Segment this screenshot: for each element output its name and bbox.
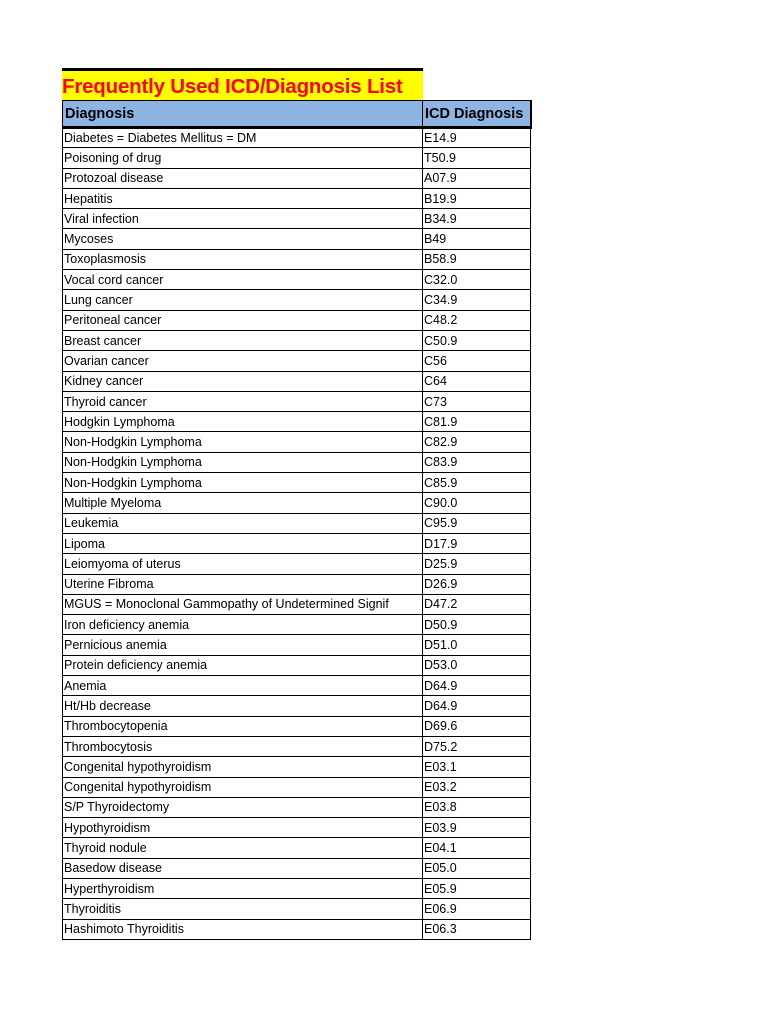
icd-code-cell[interactable]: B19.9 xyxy=(423,188,531,208)
icd-code-cell[interactable]: C73 xyxy=(423,391,531,411)
diagnosis-cell[interactable]: Pernicious anemia xyxy=(63,635,423,655)
table-body xyxy=(63,128,531,940)
diagnosis-cell[interactable]: Hodgkin Lymphoma xyxy=(63,412,423,432)
table-row xyxy=(63,574,531,594)
table-row xyxy=(63,310,531,330)
diagnosis-cell[interactable]: Viral infection xyxy=(63,209,423,229)
icd-code-cell[interactable]: C90.0 xyxy=(423,493,531,513)
sheet-title[interactable]: Frequently Used ICD/Diagnosis List xyxy=(62,68,423,100)
icd-code-cell[interactable]: D47.2 xyxy=(423,594,531,614)
icd-code-cell[interactable]: C64 xyxy=(423,371,531,391)
table-row xyxy=(63,371,531,391)
icd-code-cell[interactable]: B34.9 xyxy=(423,209,531,229)
icd-code-cell[interactable]: E03.2 xyxy=(423,777,531,797)
icd-code-cell[interactable]: E05.0 xyxy=(423,858,531,878)
table-row xyxy=(63,432,531,452)
icd-code-cell[interactable]: E04.1 xyxy=(423,838,531,858)
diagnosis-cell[interactable]: Protein deficiency anemia xyxy=(63,655,423,675)
icd-code-cell[interactable]: D17.9 xyxy=(423,533,531,553)
diagnosis-cell[interactable]: Congenital hypothyroidism xyxy=(63,777,423,797)
icd-code-cell[interactable]: B58.9 xyxy=(423,249,531,269)
table-row xyxy=(63,919,531,939)
table-row xyxy=(63,635,531,655)
table-row xyxy=(63,209,531,229)
table-row xyxy=(63,452,531,472)
table-row xyxy=(63,615,531,635)
table-row xyxy=(63,330,531,350)
table-row xyxy=(63,128,531,148)
icd-code-cell[interactable]: D51.0 xyxy=(423,635,531,655)
icd-code-cell[interactable]: D75.2 xyxy=(423,736,531,756)
table-row xyxy=(63,493,531,513)
diagnosis-cell[interactable]: Breast cancer xyxy=(63,330,423,350)
table-row xyxy=(63,290,531,310)
icd-code-cell[interactable]: C83.9 xyxy=(423,452,531,472)
table-row xyxy=(63,594,531,614)
icd-code-cell[interactable]: T50.9 xyxy=(423,148,531,168)
icd-code-cell[interactable]: C81.9 xyxy=(423,412,531,432)
table-row xyxy=(63,878,531,898)
icd-code-cell[interactable]: C32.0 xyxy=(423,270,531,290)
diagnosis-cell[interactable]: Thyroid nodule xyxy=(63,838,423,858)
icd-code-cell[interactable]: E06.3 xyxy=(423,919,531,939)
diagnosis-cell[interactable]: Thyroiditis xyxy=(63,899,423,919)
diagnosis-cell[interactable]: Leiomyoma of uterus xyxy=(63,554,423,574)
icd-code-cell[interactable]: E05.9 xyxy=(423,878,531,898)
diagnosis-cell[interactable]: Congenital hypothyroidism xyxy=(63,757,423,777)
icd-code-cell[interactable]: D64.9 xyxy=(423,676,531,696)
table-row xyxy=(63,473,531,493)
diagnosis-cell[interactable]: MGUS = Monoclonal Gammopathy of Undetermined Signif xyxy=(63,594,423,614)
diagnosis-cell[interactable]: Kidney cancer xyxy=(63,371,423,391)
diagnosis-cell[interactable]: Non-Hodgkin Lymphoma xyxy=(63,452,423,472)
diagnosis-cell[interactable]: Non-Hodgkin Lymphoma xyxy=(63,432,423,452)
table-row xyxy=(63,270,531,290)
diagnosis-cell[interactable]: Multiple Myeloma xyxy=(63,493,423,513)
diagnosis-cell[interactable]: Iron deficiency anemia xyxy=(63,615,423,635)
table-row xyxy=(63,249,531,269)
icd-code-cell[interactable]: E03.8 xyxy=(423,797,531,817)
table-row xyxy=(63,818,531,838)
table-row xyxy=(63,412,531,432)
icd-code-cell[interactable]: C48.2 xyxy=(423,310,531,330)
icd-code-cell[interactable]: E03.9 xyxy=(423,818,531,838)
diagnosis-cell[interactable]: Anemia xyxy=(63,676,423,696)
table-row xyxy=(63,838,531,858)
table-row xyxy=(63,696,531,716)
table-row xyxy=(63,533,531,553)
icd-code-cell[interactable]: C82.9 xyxy=(423,432,531,452)
diagnosis-cell[interactable]: Thyroid cancer xyxy=(63,391,423,411)
spreadsheet xyxy=(62,68,530,940)
diagnosis-cell[interactable]: Thrombocytosis xyxy=(63,736,423,756)
table-row xyxy=(63,676,531,696)
table-row xyxy=(63,858,531,878)
header-row xyxy=(63,101,531,128)
diagnosis-cell[interactable]: Hashimoto Thyroiditis xyxy=(63,919,423,939)
icd-code-cell[interactable]: E03.1 xyxy=(423,757,531,777)
table-row xyxy=(63,797,531,817)
table-row xyxy=(63,777,531,797)
diagnosis-cell[interactable]: Protozoal disease xyxy=(63,168,423,188)
diagnosis-cell[interactable]: Thrombocytopenia xyxy=(63,716,423,736)
diagnosis-cell[interactable]: Hepatitis xyxy=(63,188,423,208)
table-row xyxy=(63,554,531,574)
icd-code-cell[interactable]: D64.9 xyxy=(423,696,531,716)
diagnosis-cell[interactable]: Uterine Fibroma xyxy=(63,574,423,594)
table-row xyxy=(63,148,531,168)
table-row xyxy=(63,757,531,777)
diagnosis-cell[interactable]: Vocal cord cancer xyxy=(63,270,423,290)
diagnosis-cell[interactable]: Hypothyroidism xyxy=(63,818,423,838)
icd-code-cell[interactable]: D25.9 xyxy=(423,554,531,574)
icd-code-cell[interactable]: A07.9 xyxy=(423,168,531,188)
table-row xyxy=(63,229,531,249)
icd-code-cell[interactable]: C50.9 xyxy=(423,330,531,350)
diagnosis-cell[interactable]: Ovarian cancer xyxy=(63,351,423,371)
diagnosis-cell[interactable]: Mycoses xyxy=(63,229,423,249)
diagnosis-cell[interactable]: Hyperthyroidism xyxy=(63,878,423,898)
table-row xyxy=(63,716,531,736)
diagnosis-cell[interactable]: Poisoning of drug xyxy=(63,148,423,168)
icd-code-cell[interactable]: E06.9 xyxy=(423,899,531,919)
table-row xyxy=(63,351,531,371)
diagnosis-cell[interactable]: Basedow disease xyxy=(63,858,423,878)
icd-code-cell[interactable]: C95.9 xyxy=(423,513,531,533)
table-row xyxy=(63,168,531,188)
diagnosis-cell[interactable]: Lung cancer xyxy=(63,290,423,310)
icd-code-cell[interactable]: E14.9 xyxy=(423,128,531,148)
table-row xyxy=(63,655,531,675)
table-row xyxy=(63,899,531,919)
table-row xyxy=(63,736,531,756)
diagnosis-column-header[interactable]: Diagnosis xyxy=(63,101,423,128)
icd-column-header[interactable]: ICD Diagnosis xyxy=(423,101,531,128)
icd-code-cell[interactable]: C56 xyxy=(423,351,531,371)
table-row xyxy=(63,188,531,208)
icd-table xyxy=(62,100,532,940)
diagnosis-cell[interactable]: Ht/Hb decrease xyxy=(63,696,423,716)
diagnosis-cell[interactable]: Leukemia xyxy=(63,513,423,533)
diagnosis-cell[interactable]: Non-Hodgkin Lymphoma xyxy=(63,473,423,493)
diagnosis-cell[interactable]: Diabetes = Diabetes Mellitus = DM xyxy=(63,128,423,148)
icd-code-cell[interactable]: B49 xyxy=(423,229,531,249)
icd-code-cell[interactable]: D26.9 xyxy=(423,574,531,594)
icd-code-cell[interactable]: D53.0 xyxy=(423,655,531,675)
icd-code-cell[interactable]: D69.6 xyxy=(423,716,531,736)
diagnosis-cell[interactable]: Peritoneal cancer xyxy=(63,310,423,330)
diagnosis-cell[interactable]: Lipoma xyxy=(63,533,423,553)
table-row xyxy=(63,391,531,411)
table-row xyxy=(63,513,531,533)
icd-code-cell[interactable]: D50.9 xyxy=(423,615,531,635)
diagnosis-cell[interactable]: S/P Thyroidectomy xyxy=(63,797,423,817)
diagnosis-cell[interactable]: Toxoplasmosis xyxy=(63,249,423,269)
icd-code-cell[interactable]: C85.9 xyxy=(423,473,531,493)
icd-code-cell[interactable]: C34.9 xyxy=(423,290,531,310)
